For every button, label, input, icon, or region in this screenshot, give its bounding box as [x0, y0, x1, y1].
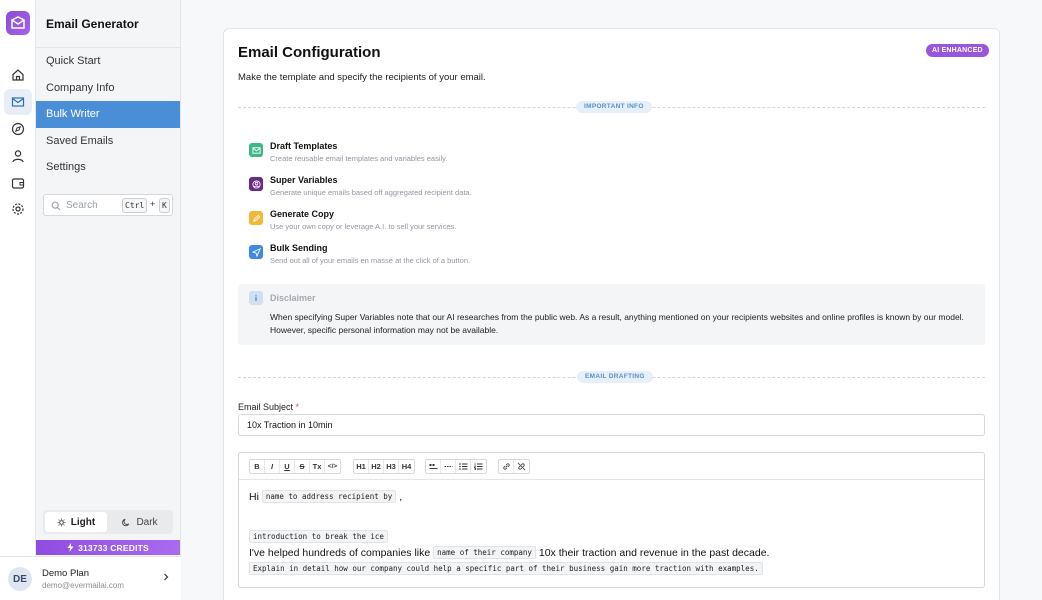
feature-bulk-sending	[249, 243, 849, 273]
important-info-label: IMPORTANT INFO	[576, 101, 652, 113]
user-email: demo@evermailai.com	[42, 581, 124, 590]
sidebar-item-bulk-writer[interactable]: Bulk Writer	[36, 101, 180, 128]
clear-format-button[interactable]: Tx	[310, 460, 325, 473]
feature-title: Super Variables	[270, 175, 338, 185]
theme-dark-label: Dark	[136, 516, 158, 528]
horizontal-rule-icon[interactable]	[441, 460, 456, 473]
shortcut-key-ctrl: Ctrl	[122, 198, 147, 213]
code-button[interactable]: </>	[327, 463, 338, 470]
feature-title: Bulk Sending	[270, 243, 328, 253]
shortcut-key-k: K	[159, 198, 170, 213]
editor-text: 10x their traction and revenue in the past decade.	[538, 547, 770, 559]
theme-light-label: Light	[70, 516, 96, 528]
feature-description: Use your own copy or leverage A.I. to sell your services.	[270, 222, 457, 231]
send-icon	[249, 245, 263, 259]
format-group	[249, 459, 341, 474]
user-icon[interactable]	[4, 143, 32, 169]
compass-icon[interactable]	[4, 116, 32, 142]
bolt-icon	[67, 543, 74, 552]
link-group	[498, 459, 530, 474]
wallet-icon[interactable]	[4, 170, 32, 196]
user-circle-icon	[249, 177, 263, 191]
user-plan: Demo Plan	[42, 568, 89, 579]
email-configuration-card	[223, 28, 1000, 600]
heading-1-button[interactable]: H1	[354, 460, 369, 473]
feature-description: Generate unique emails based off aggregated recipient data.	[270, 188, 472, 197]
sidebar-item-quick-start[interactable]: Quick Start	[46, 55, 101, 67]
required-mark: *	[295, 402, 300, 412]
underline-button[interactable]: U	[280, 460, 295, 473]
moon-icon	[122, 518, 131, 527]
disclaimer-box	[238, 284, 985, 345]
bold-button[interactable]: B	[250, 460, 265, 473]
email-body-editor[interactable]	[238, 452, 985, 588]
heading-4-button[interactable]: H4	[401, 462, 412, 471]
editor-line	[249, 530, 388, 543]
info-icon: i	[249, 291, 263, 305]
theme-toggle	[43, 510, 173, 534]
shortcut-plus: +	[150, 199, 156, 209]
pencil-icon	[249, 211, 263, 225]
icon-rail	[0, 0, 36, 600]
feature-title: Draft Templates	[270, 141, 338, 151]
theme-light-button[interactable]	[45, 512, 107, 532]
mail-icon	[249, 143, 263, 157]
home-icon[interactable]	[4, 62, 32, 88]
feature-generate-copy	[249, 209, 849, 239]
editor-line	[249, 490, 402, 503]
app-logo-icon[interactable]	[6, 11, 30, 35]
feature-super-variables	[249, 175, 849, 205]
page-title: Email Configuration	[238, 44, 381, 61]
user-profile[interactable]	[0, 556, 181, 600]
numbered-list-icon[interactable]	[471, 460, 486, 473]
sun-icon	[57, 518, 66, 527]
chevron-right-icon[interactable]	[162, 572, 170, 582]
variable-chip[interactable]: name to address recipient by	[262, 490, 396, 503]
feature-description: Create reusable email templates and variables easily.	[270, 154, 448, 163]
ai-enhanced-badge: AI ENHANCED	[926, 44, 989, 57]
editor-toolbar	[239, 453, 984, 480]
sidebar-item-settings[interactable]: Settings	[46, 161, 86, 174]
disclaimer-title: Disclaimer	[270, 293, 316, 303]
heading-group	[353, 459, 415, 474]
strikethrough-button[interactable]: S	[295, 460, 310, 473]
bullet-list-icon[interactable]	[456, 460, 471, 473]
blockquote-icon[interactable]	[426, 460, 441, 473]
credits-banner	[36, 540, 180, 555]
feature-description: Send out all of your emails en masse at the click of a button.	[270, 256, 471, 265]
editor-text: ,	[399, 491, 403, 503]
variable-chip[interactable]: Explain in detail how our company could help a specific part of their business gain more traction with examples.	[249, 562, 763, 575]
email-subject-label	[238, 402, 299, 412]
feature-title: Generate Copy	[270, 209, 335, 219]
unlink-icon[interactable]	[514, 460, 529, 473]
gear-icon[interactable]	[4, 196, 32, 222]
editor-text: I've helped hundreds of companies like	[249, 547, 431, 559]
sidebar-nav	[36, 48, 180, 181]
app-title: Email Generator	[46, 17, 139, 31]
variable-chip[interactable]: introduction to break the ice	[249, 530, 388, 543]
variable-chip[interactable]: name of their company	[433, 546, 536, 559]
feature-draft-templates	[249, 141, 849, 171]
heading-3-button[interactable]: H3	[384, 460, 399, 473]
heading-2-button[interactable]: H2	[369, 460, 384, 473]
editor-text: Hi	[249, 491, 259, 503]
sidebar-item-saved-emails[interactable]: Saved Emails	[46, 134, 114, 147]
disclaimer-body: When specifying Super Variables note that our AI researches from the public web. As a result, anything mentioned on your recipients websites and online profiles is known by our model. However, specific personal information may not be available.	[270, 312, 964, 335]
search-placeholder: Search	[66, 200, 98, 211]
italic-button[interactable]: I	[265, 460, 280, 473]
sidebar-item-company-info[interactable]: Company Info	[46, 81, 115, 94]
theme-dark-button[interactable]	[109, 512, 171, 532]
search-input[interactable]	[43, 194, 173, 216]
search-icon	[51, 201, 61, 211]
mail-edit-icon[interactable]	[4, 89, 32, 115]
link-icon[interactable]	[499, 460, 514, 473]
sidebar	[36, 0, 181, 600]
page-subtitle: Make the template and specify the recipients of your email.	[238, 72, 486, 83]
email-drafting-label: EMAIL DRAFTING	[577, 371, 653, 383]
credits-count: 313733 CREDITS	[78, 542, 149, 553]
email-subject-label-text: Email Subject	[238, 402, 294, 412]
avatar: DE	[8, 567, 32, 591]
block-group	[425, 459, 487, 474]
editor-line	[249, 546, 769, 559]
editor-line	[249, 562, 763, 575]
email-subject-input[interactable]: 10x Traction in 10min	[238, 414, 985, 436]
